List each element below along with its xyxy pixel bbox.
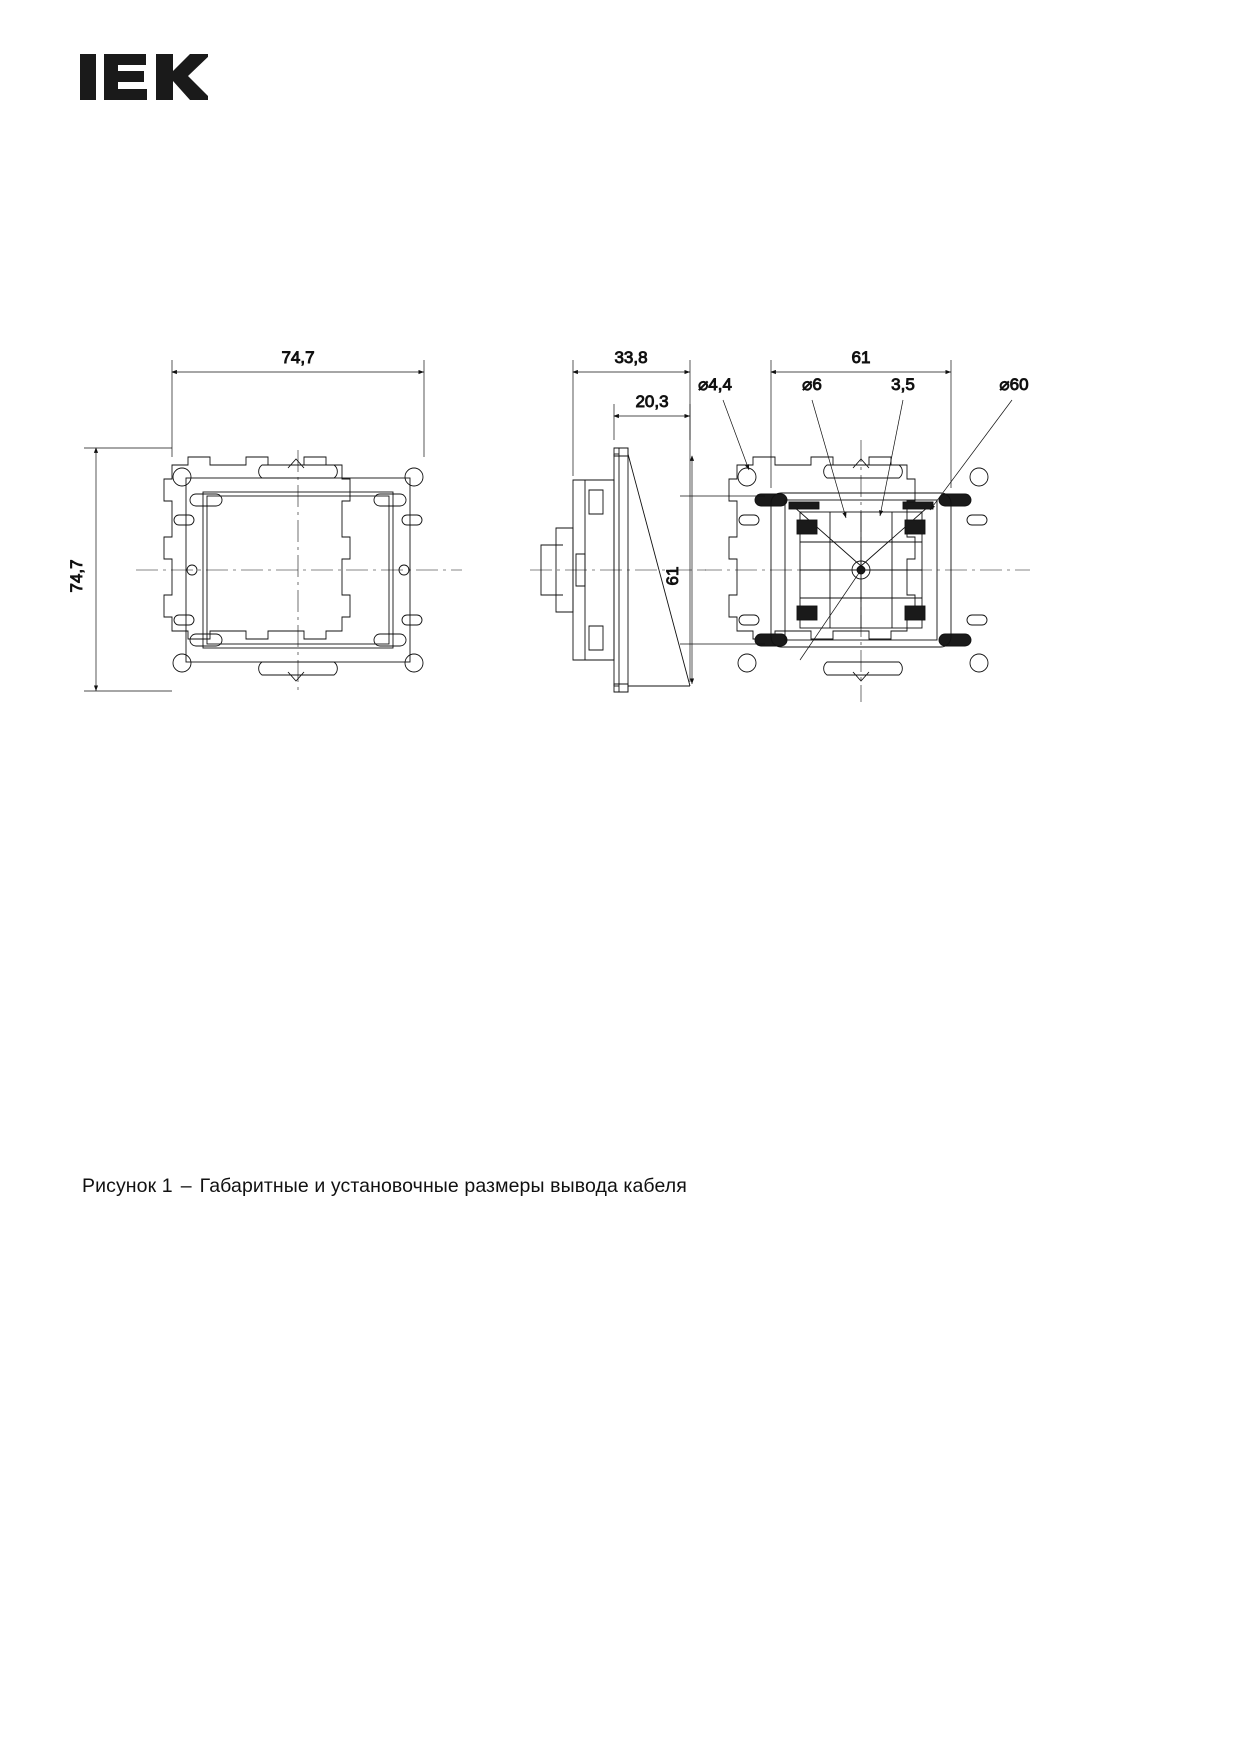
front-width-label: 74,7	[281, 348, 315, 367]
back-view-geometry	[729, 457, 988, 681]
callout-3: ⌀60	[999, 375, 1029, 394]
technical-drawing	[0, 330, 1244, 810]
callout-2: 3,5	[891, 375, 915, 394]
side-inner-depth-label: 20,3	[635, 392, 669, 411]
front-width-dimension	[172, 360, 424, 457]
front-height-dimension	[84, 448, 172, 691]
figure-caption-number: Рисунок 1	[82, 1175, 173, 1197]
iek-logo	[78, 48, 208, 106]
callout-0: ⌀4,4	[698, 375, 732, 394]
callout-1: ⌀6	[802, 375, 822, 394]
back-width-label: 61	[851, 348, 871, 367]
front-height-label: 74,7	[67, 559, 86, 593]
side-depth-dimension	[573, 360, 690, 682]
back-height-label: 61	[663, 566, 682, 586]
back-callout-leaders	[723, 400, 1012, 660]
figure-caption-dash: –	[180, 1175, 192, 1197]
side-depth-label: 33,8	[614, 348, 648, 367]
figure-caption	[82, 1175, 687, 1198]
front-view-geometry	[164, 457, 423, 681]
figure-caption-text: Габаритные и установочные размеры вывода кабеля	[199, 1175, 687, 1197]
